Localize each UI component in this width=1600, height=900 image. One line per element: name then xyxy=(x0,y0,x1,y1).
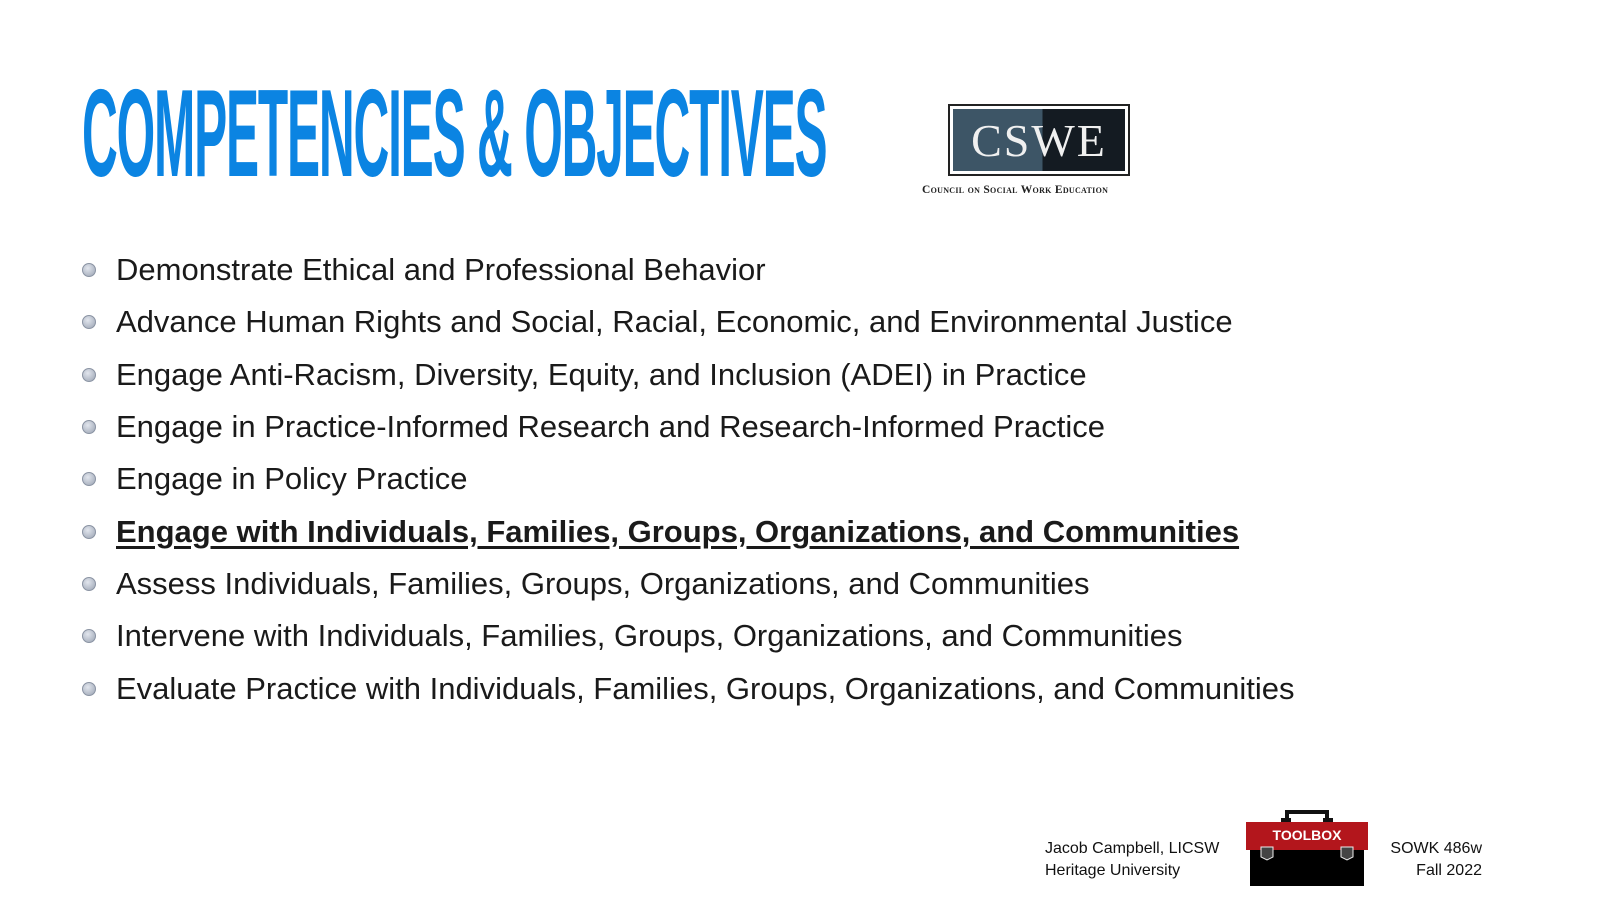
list-item: Evaluate Practice with Individuals, Families, Groups, Organizations, and Communities xyxy=(82,662,1295,714)
competency-list xyxy=(82,244,1295,715)
bullet-icon xyxy=(82,472,96,486)
footer-author-block xyxy=(1045,838,1219,882)
list-item: Engage in Policy Practice xyxy=(82,453,1295,505)
list-item: Advance Human Rights and Social, Racial, Economic, and Environmental Justice xyxy=(82,296,1295,348)
footer-author: Jacob Campbell, LICSW xyxy=(1045,840,1220,857)
cswe-logo-subtitle: Council on Social Work Education xyxy=(922,184,1109,196)
bullet-icon xyxy=(82,682,96,696)
bullet-icon xyxy=(82,629,96,643)
slide-title: COMPETENCIES & OBJECTIVES xyxy=(82,65,827,203)
bullet-icon xyxy=(82,420,96,434)
bullet-icon xyxy=(82,577,96,591)
list-item: Engage Anti-Racism, Diversity, Equity, and Inclusion (ADEI) in Practice xyxy=(82,349,1295,401)
bullet-icon xyxy=(82,525,96,539)
list-item: Engage in Practice-Informed Research and Research-Informed Practice xyxy=(82,401,1295,453)
bullet-icon xyxy=(82,368,96,382)
list-item: Demonstrate Ethical and Professional Behavior xyxy=(82,244,1295,296)
bullet-icon xyxy=(82,263,96,277)
list-item: Intervene with Individuals, Families, Groups, Organizations, and Communities xyxy=(82,610,1295,662)
list-item: Assess Individuals, Families, Groups, Organizations, and Communities xyxy=(82,558,1295,610)
footer-term: Fall 2022 xyxy=(1416,862,1482,879)
toolbox-icon xyxy=(1245,806,1369,886)
toolbox-label: TOOLBOX xyxy=(1272,827,1342,843)
list-item-highlighted: Engage with Individuals, Families, Groups, Organizations, and Communities xyxy=(82,505,1295,557)
footer-institution: Heritage University xyxy=(1045,862,1181,879)
cswe-logo-mark: CSWE xyxy=(953,109,1125,171)
bullet-icon xyxy=(82,315,96,329)
footer-course: SOWK 486w xyxy=(1390,840,1482,857)
footer-course-block xyxy=(1390,838,1482,882)
cswe-logo xyxy=(922,104,1162,196)
